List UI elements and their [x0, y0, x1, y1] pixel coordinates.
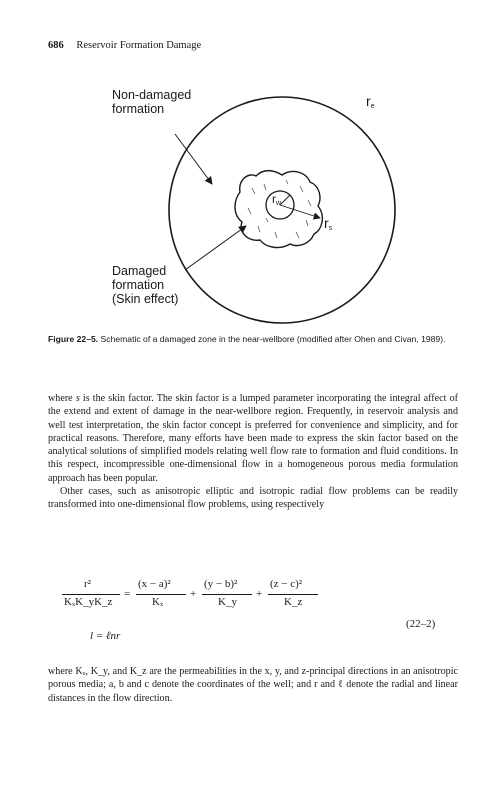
eq-term1-denominator: Kₓ	[152, 596, 164, 608]
eq-term2-numerator: (y − b)²	[204, 578, 238, 590]
eq-term1-numerator: (x − a)²	[138, 578, 171, 590]
outer-boundary-circle	[169, 97, 395, 323]
damaged-label-line3: (Skin effect)	[112, 292, 179, 306]
damage-hatching	[248, 180, 316, 238]
re-label-r: r	[366, 93, 371, 109]
eq-term3-fraction-bar	[268, 594, 318, 595]
eq-equals-sign: =	[124, 588, 131, 600]
re-label-sub: e	[370, 103, 375, 110]
rw-label-r: r	[272, 192, 276, 206]
rw-radius-line	[280, 195, 290, 205]
rs-label-sub: s	[328, 225, 333, 232]
rs-label	[324, 216, 332, 236]
eq-lhs-numerator: r²	[84, 578, 91, 590]
eq-term3-numerator: (z − c)²	[270, 578, 303, 590]
eq-lhs-fraction-bar	[62, 594, 120, 595]
eq-number: (22–2)	[406, 618, 436, 630]
paragraph-3: where Kₓ, K_y, and K_z are the permeabilities in the x, y, and z-principal directions in an anisotropic porous media; a, b and c denote the coordinates of the well; and r and ℓ denote the radial and linear distances in the flow direction.	[48, 666, 458, 704]
paragraph-1-rest: is the skin factor. The skin factor is a lumped parameter incorporating the integral affect of the extend and extent of damage in the near-wellbore region. Frequently, in reservoir analysis and well test interpretation, the skin factor concept is preferred for convenience and simplicity, and for practical reasons. Therefore, many efforts have been made to express the skin factor based on the analytical solutions of simplified models relating well flow rate to formation and fluid conditions. In this respect, incompressible one-dimensional flow in a homogeneous porous media formulation approach has been popular.	[48, 393, 458, 484]
eq-term2-fraction-bar	[202, 594, 252, 595]
non-damaged-label	[112, 88, 191, 116]
rw-label	[272, 192, 281, 211]
eq-term3-denominator: K_z	[284, 596, 303, 608]
rs-radius-arrow	[280, 205, 320, 218]
non-damaged-label-line2: formation	[112, 102, 165, 116]
eq-term2-denominator: K_y	[218, 596, 237, 608]
eq-line2: l = ℓnr	[90, 630, 121, 642]
caption-text: Schematic of a damaged zone in the near-wellbore (modified after Ohen and Civan, 1989).	[100, 334, 446, 344]
main-text	[48, 392, 458, 511]
eq-plus-2: +	[256, 588, 263, 600]
running-title: Reservoir Formation Damage	[76, 40, 202, 51]
page-header	[48, 40, 201, 51]
equation-22-2	[48, 578, 458, 650]
page-number: 686	[48, 40, 64, 51]
paragraph-2: Other cases, such as anisotropic elliptic and isotropic radial flow problems can be readily transformed into one-dimensional flow problems, using respectively	[48, 485, 458, 510]
damage-zone-figure	[70, 80, 450, 330]
damaged-label	[112, 264, 178, 306]
rs-label-r: r	[324, 215, 329, 231]
eq-lhs-denominator: KₓK_yK_z	[64, 596, 113, 608]
paragraph-1-symbol: s	[75, 393, 80, 404]
figure-caption	[48, 334, 458, 346]
re-label	[366, 94, 375, 114]
rw-label-sub: w	[276, 200, 282, 207]
damaged-label-line1: Damaged	[112, 264, 167, 278]
damaged-label-line2: formation	[112, 278, 165, 292]
non-damaged-label-line1: Non-damaged	[112, 88, 192, 102]
caption-number: Figure 22–5.	[48, 334, 99, 344]
eq-plus-1: +	[190, 588, 197, 600]
paragraph-1-lead: where	[48, 393, 76, 404]
paragraph-1	[48, 392, 458, 485]
eq-term1-fraction-bar	[136, 594, 186, 595]
damaged-pointer-arrow	[185, 226, 246, 270]
